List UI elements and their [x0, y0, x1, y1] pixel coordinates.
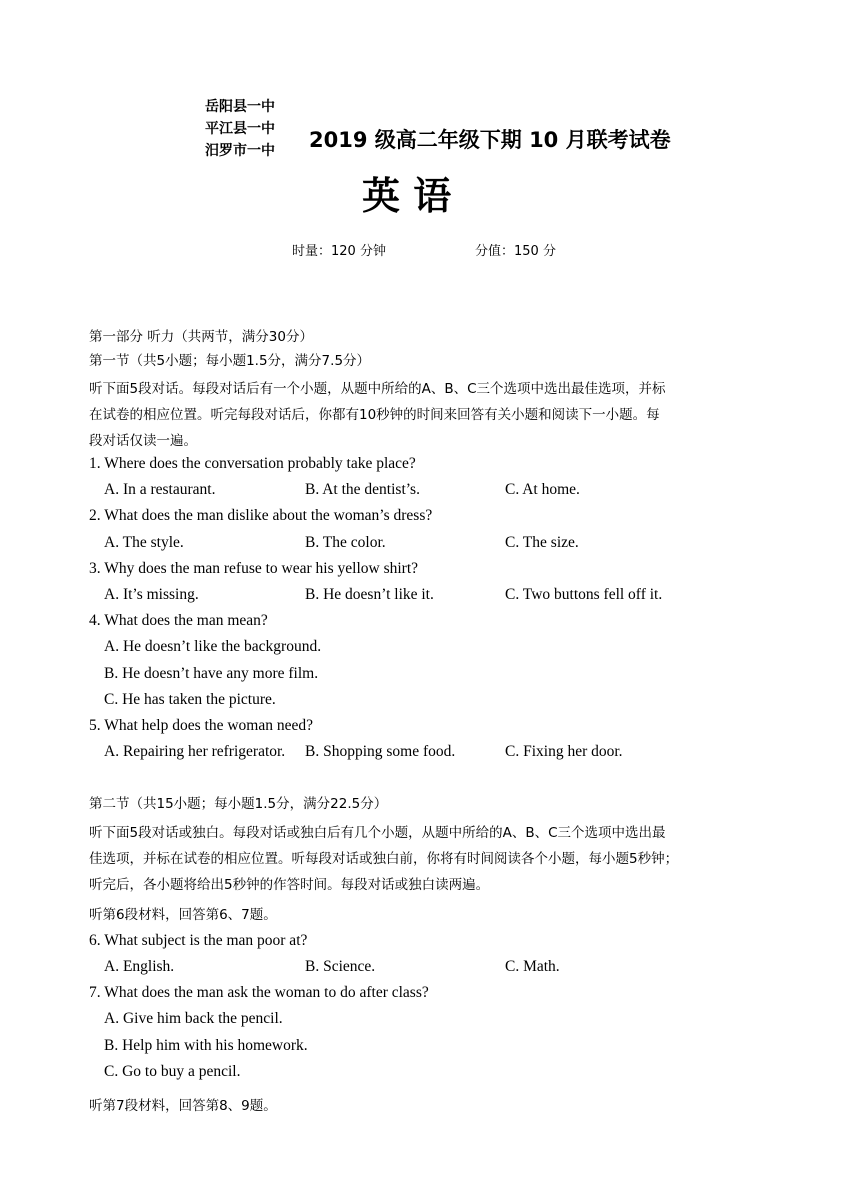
part1-title: 第一部分 听力（共两节，满分30分）: [89, 329, 313, 345]
school-name: 岳阳县一中: [205, 99, 275, 115]
option-b: B. Science.: [305, 958, 376, 975]
section1-title: 第一节（共5小题；每小题1.5分，满分7.5分）: [89, 353, 371, 369]
option-a: A. In a restaurant.: [104, 481, 216, 498]
exam-time: 时量：120 分钟: [292, 244, 386, 259]
option-b: B. The color.: [305, 534, 386, 551]
material-note: 听第7段材料，回答第8、9题。: [89, 1098, 277, 1114]
school-list: [205, 96, 275, 162]
instruction-line: 段对话仅读一遍。: [89, 433, 197, 449]
option-c: C. The size.: [505, 534, 579, 551]
material-note: 听第6段材料，回答第6、7题。: [89, 907, 277, 923]
school-name: 汨罗市一中: [205, 143, 275, 159]
option-c: C. Fixing her door.: [505, 743, 623, 760]
instruction-line: 佳选项，并标在试卷的相应位置。听每段对话或独白前，你将有时间阅读各个小题，每小题5秒钟；: [89, 851, 679, 867]
question-stem: 6. What subject is the man poor at?: [89, 932, 308, 949]
instruction-line: 在试卷的相应位置。听完每段对话后，你都有10秒钟的时间来回答有关小题和阅读下一小题。每: [89, 407, 660, 423]
instruction-line: 听下面5段对话。每段对话后有一个小题，从题中所给的A、B、C三个选项中选出最佳选项，并标: [89, 381, 666, 397]
subject-title: 英 语: [362, 174, 452, 218]
exam-score: 分值：150 分: [475, 244, 556, 259]
question-stem: 1. Where does the conversation probably take place?: [89, 455, 416, 472]
option-a: A. English.: [104, 958, 175, 975]
option-b: B. He doesn’t have any more film.: [104, 665, 319, 682]
section2-title: 第二节（共15小题；每小题1.5分，满分22.5分）: [89, 796, 388, 812]
option-a: A. Give him back the pencil.: [104, 1010, 283, 1027]
option-b: B. Help him with his homework.: [104, 1037, 308, 1054]
question-stem: 5. What help does the woman need?: [89, 717, 313, 734]
instruction-line: 听下面5段对话或独白。每段对话或独白后有几个小题，从题中所给的A、B、C三个选项中选出最: [89, 825, 666, 841]
question-stem: 4. What does the man mean?: [89, 612, 268, 629]
option-a: A. It’s missing.: [104, 586, 199, 603]
option-a: A. Repairing her refrigerator.: [104, 743, 286, 760]
instruction-line: 听完后，各小题将给出5秒钟的作答时间。每段对话或独白读两遍。: [89, 877, 490, 893]
option-c: C. He has taken the picture.: [104, 691, 276, 708]
option-b: B. He doesn’t like it.: [305, 586, 434, 603]
option-c: C. Go to buy a pencil.: [104, 1063, 241, 1080]
option-c: C. Math.: [505, 958, 560, 975]
option-c: C. Two buttons fell off it.: [505, 586, 663, 603]
exam-info: [292, 240, 556, 259]
option-c: C. At home.: [505, 481, 580, 498]
option-a: A. The style.: [104, 534, 184, 551]
question-stem: 2. What does the man dislike about the woman’s dress?: [89, 507, 433, 524]
question-stem: 3. Why does the man refuse to wear his yellow shirt?: [89, 560, 419, 577]
option-a: A. He doesn’t like the background.: [104, 638, 322, 655]
option-b: B. Shopping some food.: [305, 743, 456, 760]
question-stem: 7. What does the man ask the woman to do after class?: [89, 984, 429, 1001]
option-b: B. At the dentist’s.: [305, 481, 420, 498]
section2-instructions: [89, 820, 779, 898]
section1-instructions: [89, 376, 779, 454]
exam-title: 2019 级高二年级下期 10 月联考试卷: [309, 128, 671, 152]
school-name: 平江县一中: [205, 121, 275, 137]
